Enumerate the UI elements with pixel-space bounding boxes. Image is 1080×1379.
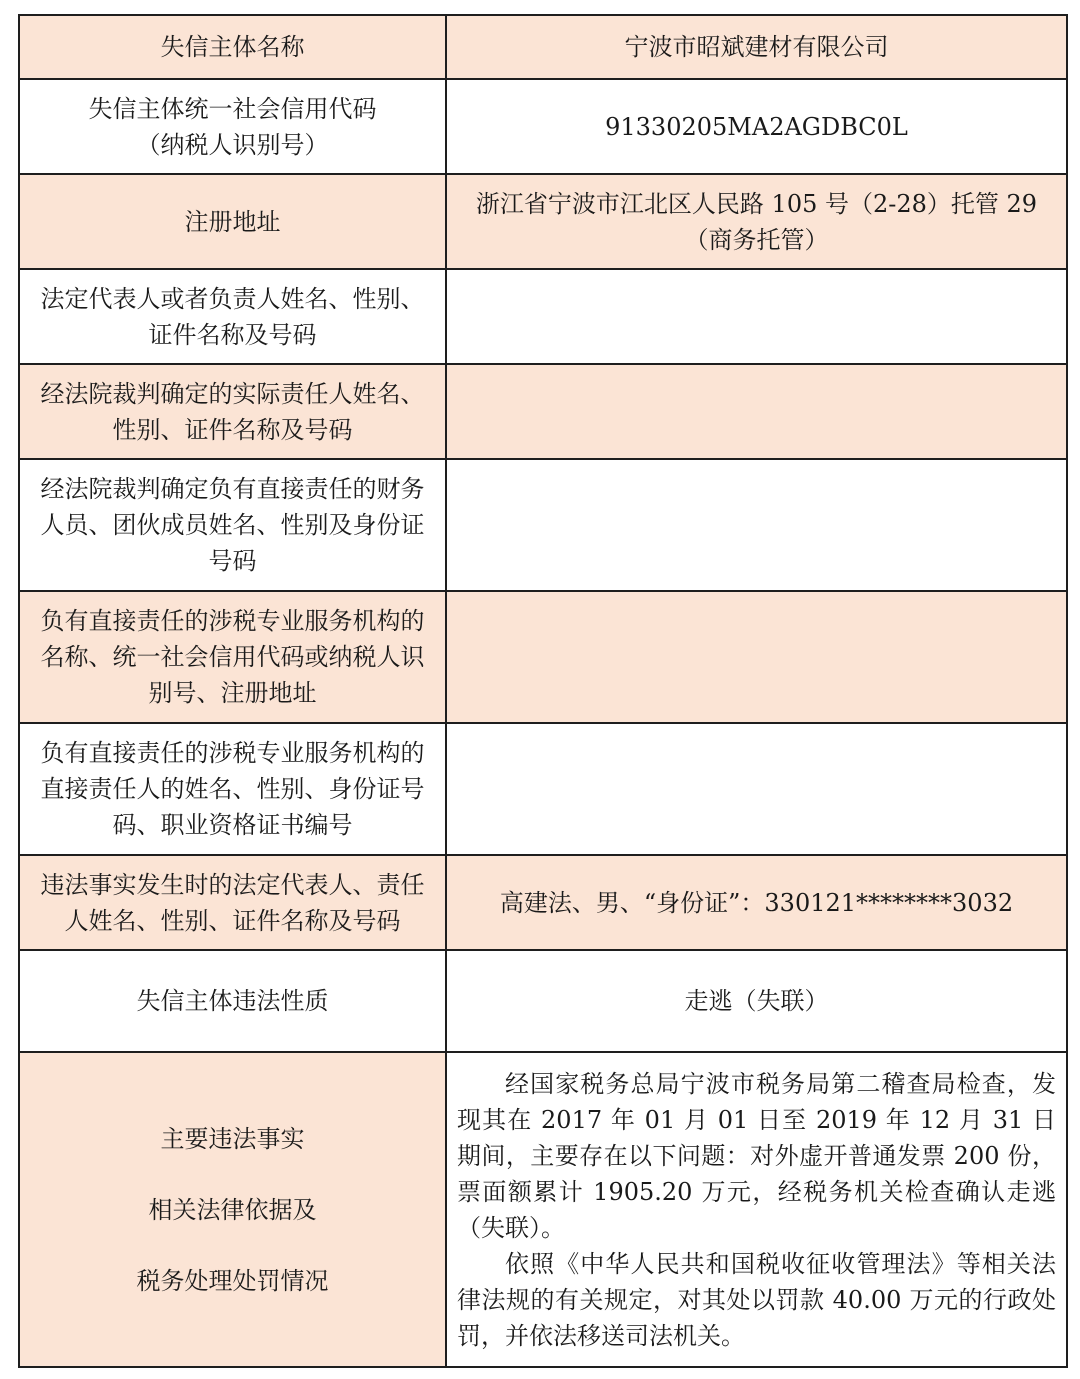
value-cell xyxy=(446,591,1067,723)
value-cell: 91330205MA2AGDBC0L xyxy=(446,79,1067,174)
value-cell xyxy=(446,364,1067,459)
row-violation-nature xyxy=(19,950,1067,1052)
value-cell xyxy=(446,723,1067,855)
label-cell: 失信主体违法性质 xyxy=(19,950,446,1052)
facts-label-3: 税务处理处罚情况 xyxy=(136,1266,329,1295)
row-credit-code xyxy=(19,79,1067,174)
facts-paragraph-1: 经国家税务总局宁波市税务局第二稽查局检查，发现其在 2017 年 01 月 01 日至 2019 年 12 月 31 日期间，主要存在以下问题：对外虚开普通发票 200 份，票面额累计 1905.20 万元，经税务机关检查确认走逃（失联）。 xyxy=(457,1069,1056,1242)
row-finance-staff xyxy=(19,459,1067,591)
value-cell: 宁波市昭斌建材有限公司 xyxy=(446,15,1067,79)
label-cell: 违法事实发生时的法定代表人、责任人姓名、性别、证件名称及号码 xyxy=(19,855,446,950)
row-main-facts xyxy=(19,1052,1067,1367)
value-cell xyxy=(446,269,1067,364)
label-cell: 失信主体名称 xyxy=(19,15,446,79)
facts-label-cell xyxy=(19,1052,446,1367)
label-cell: 经法院裁判确定的实际责任人姓名、性别、证件名称及号码 xyxy=(19,364,446,459)
value-cell: 走逃（失联） xyxy=(446,950,1067,1052)
value-cell: 高建法、男、“身份证”：330121********3032 xyxy=(446,855,1067,950)
row-legal-rep xyxy=(19,269,1067,364)
facts-label-2: 相关法律依据及 xyxy=(148,1195,317,1224)
label-cell: 注册地址 xyxy=(19,174,446,269)
row-address xyxy=(19,174,1067,269)
row-entity-name xyxy=(19,15,1067,79)
facts-value-cell xyxy=(446,1052,1067,1367)
row-rep-at-violation xyxy=(19,855,1067,950)
label-cell: 负有直接责任的涉税专业服务机构的直接责任人的姓名、性别、身份证号码、职业资格证书编号 xyxy=(19,723,446,855)
row-actual-responsible xyxy=(19,364,1067,459)
label-line-1: 失信主体统一社会信用代码 xyxy=(88,94,377,123)
label-cell xyxy=(19,79,446,174)
facts-paragraph-2: 依照《中华人民共和国税收征收管理法》等相关法律法规的有关规定，对其处以罚款 40.00 万元的行政处罚，并依法移送司法机关。 xyxy=(457,1249,1056,1350)
label-line-2: （纳税人识别号） xyxy=(136,130,329,159)
facts-label-1: 主要违法事实 xyxy=(160,1124,305,1153)
credit-table xyxy=(18,14,1068,1368)
value-cell: 浙江省宁波市江北区人民路 105 号（2-28）托管 29（商务托管） xyxy=(446,174,1067,269)
row-agency-person xyxy=(19,723,1067,855)
label-cell: 负有直接责任的涉税专业服务机构的名称、统一社会信用代码或纳税人识别号、注册地址 xyxy=(19,591,446,723)
label-cell: 法定代表人或者负责人姓名、性别、证件名称及号码 xyxy=(19,269,446,364)
row-tax-agency xyxy=(19,591,1067,723)
label-cell: 经法院裁判确定负有直接责任的财务人员、团伙成员姓名、性别及身份证号码 xyxy=(19,459,446,591)
value-cell xyxy=(446,459,1067,591)
